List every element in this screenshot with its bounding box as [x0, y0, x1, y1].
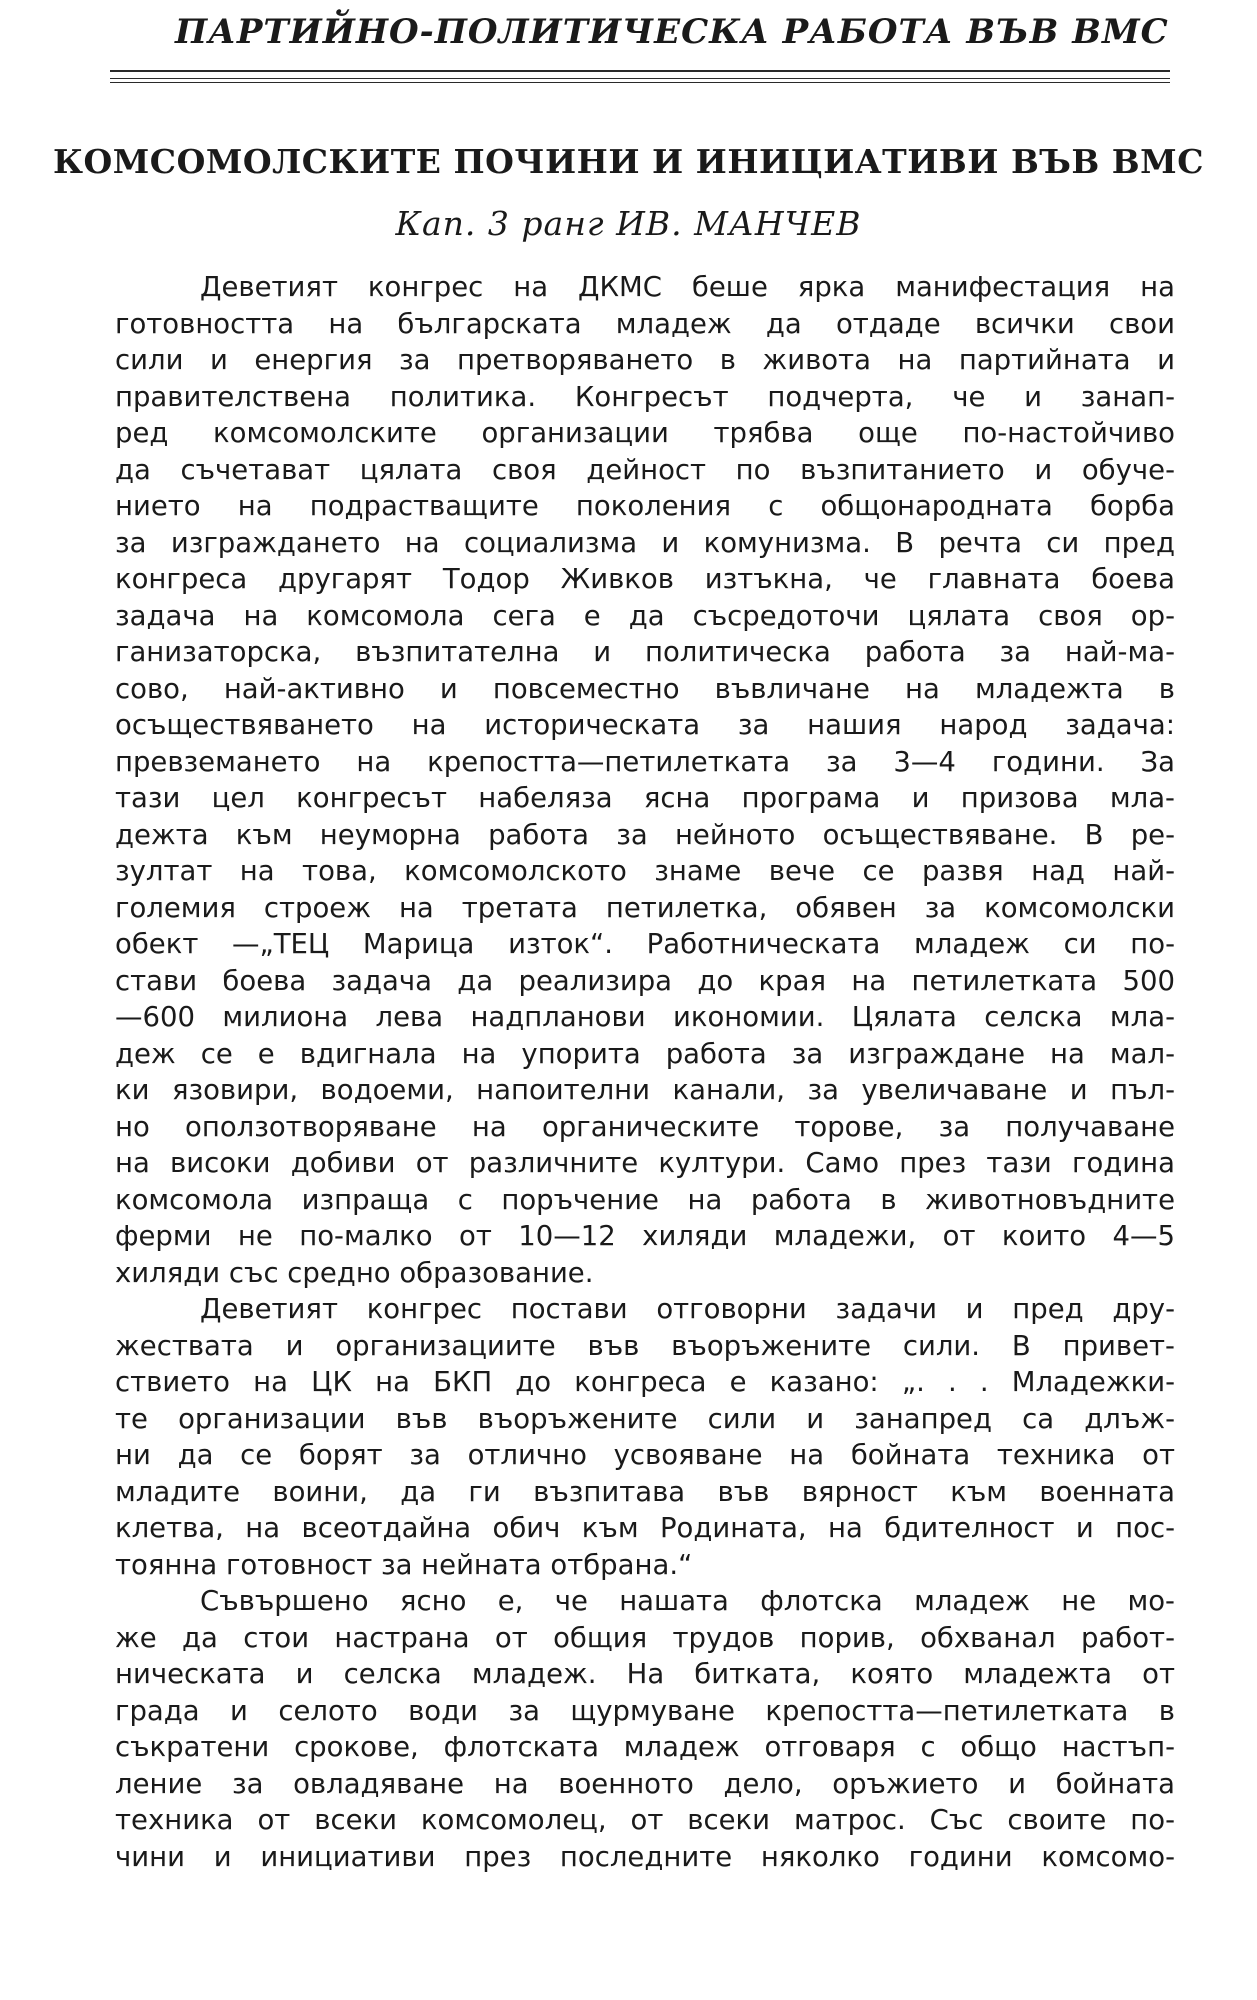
text-line: осъществяването на историческата за нашия народ задача:: [115, 709, 1175, 741]
text-line: же да стои настрана от общия трудов порив, обхванал работ-: [115, 1622, 1175, 1654]
text-line: задача на комсомола сега е да съсредоточи цялата своя ор-: [115, 600, 1175, 632]
text-line: превземането на крепостта—петилетката за 3—4 години. За: [115, 746, 1175, 778]
text-line: правителствена политика. Конгресът подчерта, че и занап-: [115, 381, 1175, 413]
text-line: съкратени срокове, флотската младеж отговаря с общо настъп-: [115, 1731, 1175, 1763]
text-line: ки язовири, водоеми, напоителни канали, за увеличаване и пъл-: [115, 1074, 1175, 1106]
text-line: тази цел конгресът набеляза ясна програма и призова мла-: [115, 782, 1175, 814]
text-line: клетва, на всеотдайна обич към Родината, на бдителност и пос-: [115, 1512, 1175, 1544]
text-line: сово, най-активно и повсеместно въвличане на младежта в: [115, 673, 1175, 705]
text-line: ферми не по-малко от 10—12 хиляди младежи, от които 4—5: [115, 1220, 1175, 1252]
text-line: сили и енергия за претворяването в живота на партийната и: [115, 344, 1175, 376]
running-header: ПАРТИЙНО-ПОЛИТИЧЕСКА РАБОТА ВЪВ ВМС: [175, 12, 1169, 52]
text-line: големия строеж на третата петилетка, обявен за комсомолски: [115, 892, 1175, 924]
text-line: —600 милиона лева надпланови икономии. Цялата селска мла-: [115, 1001, 1175, 1033]
text-line: зултат на това, комсомолското знаме вече се развя над най-: [115, 855, 1175, 887]
text-line: тоянна готовност за нейната отбрана.“: [115, 1549, 693, 1581]
text-line: хиляди със средно образование.: [115, 1257, 594, 1289]
text-line: ред комсомолските организации трябва още по-настойчиво: [115, 417, 1175, 449]
text-line: жествата и организациите във въоръжените сили. В привет-: [115, 1330, 1175, 1362]
text-line: готовността на българската младеж да отдаде всички свои: [115, 308, 1175, 340]
text-line: да съчетават цялата своя дейност по възпитанието и обуче-: [115, 454, 1175, 486]
text-line: дежта към неуморна работа за нейното осъществяване. В ре-: [115, 819, 1175, 851]
text-line: комсомола изпраща с поръчение на работа в животновъдните: [115, 1184, 1175, 1216]
text-line: на високи добиви от различните култури. Само през тази година: [115, 1147, 1175, 1179]
text-line: деж се е вдигнала на упорита работа за изграждане на мал-: [115, 1038, 1175, 1070]
text-line: младите воини, да ги възпитава във вярност към военната: [115, 1476, 1175, 1508]
text-line: ническата и селска младеж. На битката, която младежта от: [115, 1658, 1175, 1690]
article-author: Кап. 3 ранг ИВ. МАНЧЕВ: [395, 204, 862, 243]
text-line: Деветият конгрес постави отговорни задачи и пред дру-: [200, 1293, 1175, 1325]
article-title: КОМСОМОЛСКИТЕ ПОЧИНИ И ИНИЦИАТИВИ ВЪВ ВМС: [53, 142, 1204, 181]
text-line: града и селото води за щурмуване крепостта—петилетката в: [115, 1695, 1175, 1727]
text-line: за изграждането на социализма и комунизма. В речта си пред: [115, 527, 1175, 559]
text-line: техника от всеки комсомолец, от всеки матрос. Със своите по-: [115, 1804, 1175, 1836]
text-line: ление за овладяване на военното дело, оръжието и бойната: [115, 1768, 1175, 1800]
text-line: стави боева задача да реализира до края на петилетката 500: [115, 965, 1175, 997]
text-line: ствието на ЦК на БКП до конгреса е казано: „. . . Младежки-: [115, 1366, 1175, 1398]
text-line: нието на подрастващите поколения с общонародната борба: [115, 490, 1175, 522]
text-line: те организации във въоръжените сили и занапред са длъж-: [115, 1403, 1175, 1435]
text-line: ни да се борят за отлично усвояване на бойната техника от: [115, 1439, 1175, 1471]
text-line: обект —„ТЕЦ Марица изток“. Работническата младеж си по-: [115, 928, 1175, 960]
text-line: Деветият конгрес на ДКМС беше ярка манифестация на: [200, 271, 1175, 303]
text-line: но оползотворяване на органическите торове, за получаване: [115, 1111, 1175, 1143]
text-line: ганизаторска, възпитателна и политическа работа за най-ма-: [115, 636, 1175, 668]
text-line: конгреса другарят Тодор Живков изтъкна, че главната боева: [115, 563, 1175, 595]
text-line: Съвършено ясно е, че нашата флотска младеж не мо-: [200, 1585, 1175, 1617]
text-line: чини и инициативи през последните няколко години комсомо-: [115, 1841, 1175, 1873]
